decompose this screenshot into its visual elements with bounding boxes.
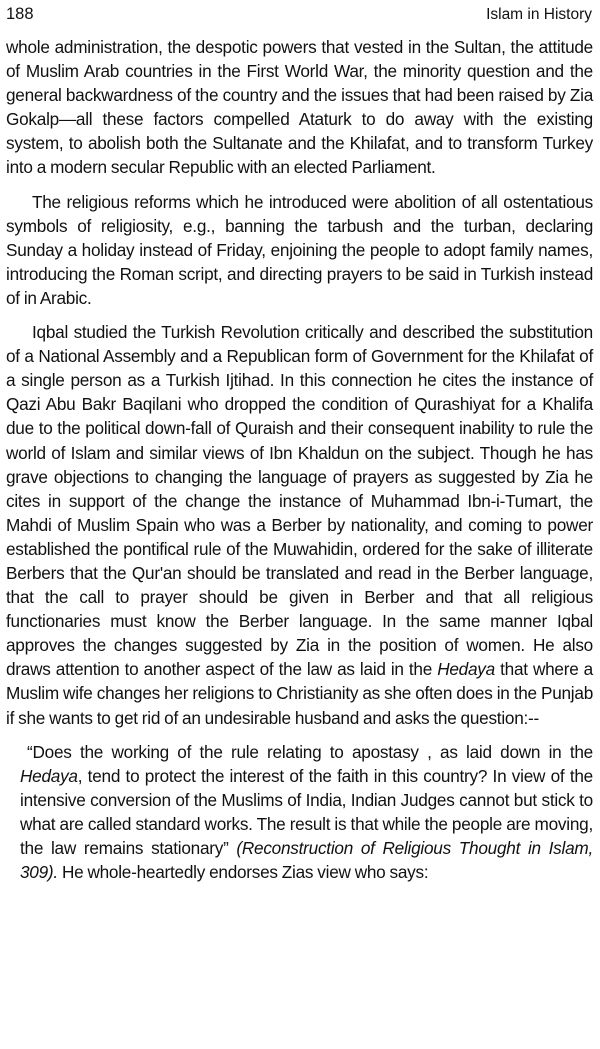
paragraph-2: The religious reforms which he introduced were abolition of all ostentatious symbols of religiosity, e.g., banning the tarbush and the turban, declaring Sunday a holiday instead of Friday, enjoining the people to adopt family names, introducing the Roman script, and directing prayers to be said in Turkish instead of in Arabic. (6, 191, 593, 308)
paragraph-3 (6, 320, 593, 730)
quote-citation: (Reconstruction of Religious Thought in Islam, 309). (20, 838, 593, 883)
quote-text-a: “Does the working of the rule relating to apostasy , as laid down in the (27, 741, 593, 762)
page-header (6, 4, 594, 28)
page-body (6, 35, 593, 884)
paragraph-3-text-b: that where a Muslim wife changes her religions to Christianity as she often does in the Punjab if she wants to get rid of an undesirable husband and asks the question:-- (6, 659, 593, 728)
quote-text-b: , tend to protect the interest of the faith in this country? In view of the intensive conversion of the Muslims of India, Indian Judges cannot but stick to what are called standard works. The result is that while the people are moving, the law remains stationary” (20, 765, 593, 858)
quote-text-c: He whole-heartedly endorses Zias view who says: (57, 862, 429, 883)
page-number: 188 (6, 5, 34, 23)
paragraph-1: whole administration, the despotic powers that vested in the Sultan, the attitude of Muslim Arab countries in the First World War, the minority question and the general backwardness of the country and the issues that had been raised by Zia Gokalp—all these factors compelled Ataturk to do away with the existing system, to abolish both the Sultanate and the Khilafat, and to transform Turkey into a modern secular Republic with an elected Parliament. (6, 37, 593, 178)
running-title: Islam in History (486, 6, 592, 23)
paragraph-3-text-a: Iqbal studied the Turkish Revolution critically and described the substitution of a National Assembly and a Republican form of Government for the Khilafat of a single person as a Turkish Ijtihad. In this connection he cites the instance of Qazi Abu Bakr Baqilani who dropped the condition of Qurashiyat for a Khalifa due to the political down-fall of Quraish and their consequent inability to rule the world of Islam and similar views of Ibn Khaldun on the subject. Though he has grave objections to changing the language of prayers as suggested by Zia he cites in support of the change the instance of Muhammad Ibn-i-Tumart, the Mahdi of Muslim Spain who was a Berber by nationality, and coming to power established the pontifical rule of the Muwahidin, ordered for the sake of illiterate Berbers that the Qur'an should be translated and read in the Berber language, that the call to prayer should be given in Berber and that all religious functionaries must know the Berber language. In the same manner Iqbal approves the changes suggested by Zia in the position of women. He also draws attention to another aspect of the law as laid in the (6, 322, 593, 680)
paragraph-3-italic-hedaya: Hedaya (437, 659, 495, 680)
quote-italic-hedaya: Hedaya (20, 765, 78, 786)
block-quote (20, 740, 593, 885)
